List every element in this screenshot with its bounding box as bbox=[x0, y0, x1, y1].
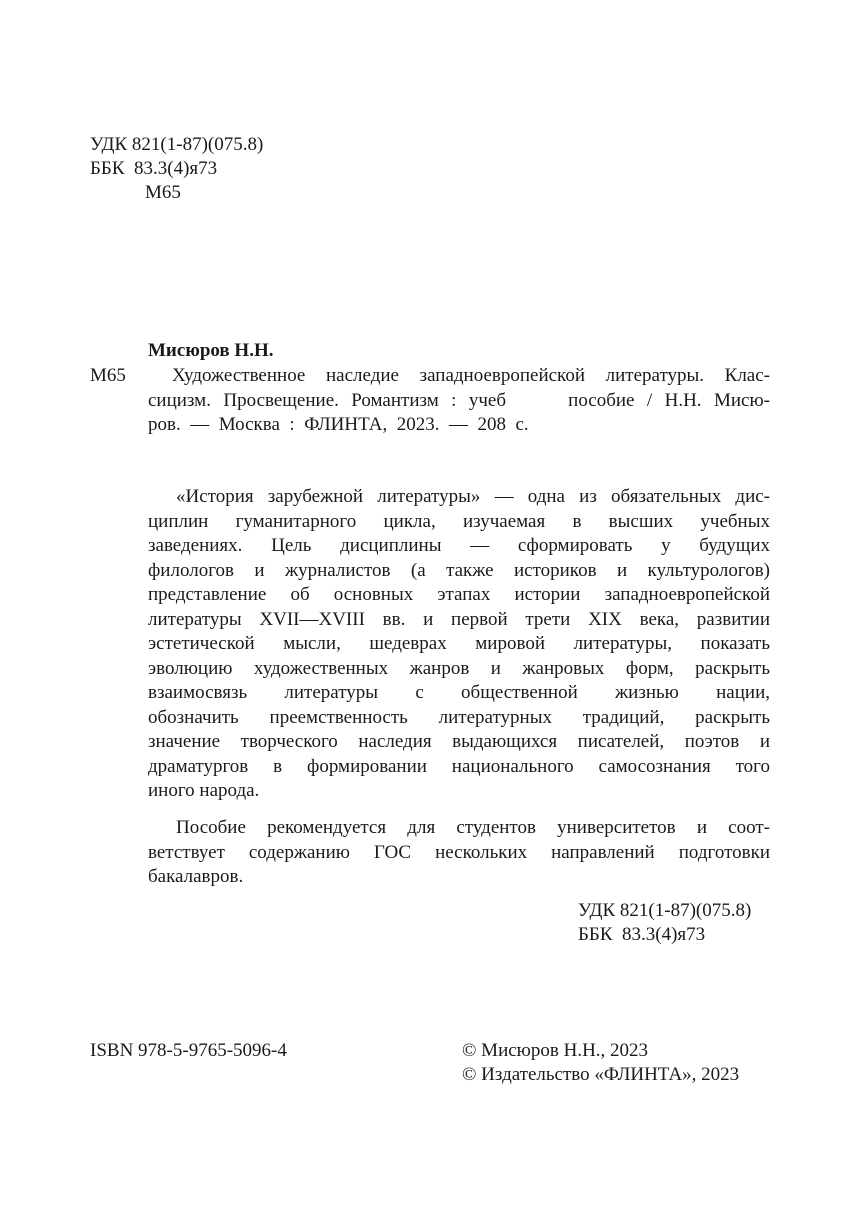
annotation-line: обозначить преемственность литературных традиций, раскрыть bbox=[148, 706, 770, 728]
annotation-line: ветствует содержанию ГОС нескольких направлений подготовки bbox=[148, 841, 770, 863]
annotation-line: иного народа. bbox=[148, 780, 260, 801]
footer-udk-code: УДК 821(1-87)(075.8) bbox=[578, 900, 752, 921]
author-mark: М65 bbox=[145, 182, 181, 203]
annotation-paragraph-2 bbox=[148, 816, 770, 890]
bibliographic-description bbox=[148, 364, 770, 438]
annotation-line: «История зарубежной литературы» — одна из обязательных дис- bbox=[176, 486, 770, 507]
annotation-line: эволюцию художественных жанров и жанровых форм, раскрыть bbox=[148, 657, 770, 679]
copyright-author: © Мисюров Н.Н., 2023 bbox=[462, 1040, 649, 1061]
annotation-line: литературы XVII—XVIII вв. и первой трети XIX века, развитии bbox=[148, 608, 770, 630]
annotation-line: значение творческого наследия выдающихся писателей, поэтов и bbox=[148, 731, 770, 752]
annotation-line: Пособие рекомендуется для студентов университетов и соот- bbox=[176, 817, 770, 838]
annotation-line: эстетической мысли, шедеврах мировой литературы, показать bbox=[148, 633, 770, 654]
bibliographic-line: Художественное наследие западноевропейской литературы. Клас- bbox=[172, 365, 770, 386]
annotation-line: филологов и журналистов (а также историков и культурологов) bbox=[148, 559, 770, 581]
bbk-code: ББК 83.3(4)я73 bbox=[90, 158, 218, 179]
copyright-publisher: © Издательство «ФЛИНТА», 2023 bbox=[462, 1064, 740, 1085]
author-name: Мисюров Н.Н. bbox=[148, 340, 274, 361]
bibliographic-line: ров. — Москва : ФЛИНТА, 2023. — 208 с. bbox=[148, 414, 529, 435]
annotation-line: драматургов в формировании национального самосознания того bbox=[148, 755, 770, 777]
udk-code: УДК 821(1-87)(075.8) bbox=[90, 134, 264, 155]
annotation-line: взаимосвязь литературы с общественной жизнью нации, bbox=[148, 682, 770, 703]
annotation-line: заведениях. Цель дисциплины — сформировать у будущих bbox=[148, 535, 770, 556]
bibliographic-line: сицизм. Просвещение. Романтизм : учеб пособие / Н.Н. Мисю- bbox=[148, 389, 770, 411]
record-author-mark: М65 bbox=[90, 365, 126, 386]
annotation-line: циплин гуманитарного цикла, изучаемая в высших учебных bbox=[148, 510, 770, 532]
annotation-line: бакалавров. bbox=[148, 866, 244, 887]
annotation-line: представление об основных этапах истории западноевропейской bbox=[148, 584, 770, 605]
annotation-paragraph-1 bbox=[148, 485, 770, 804]
isbn: ISBN 978-5-9765-5096-4 bbox=[90, 1040, 287, 1061]
footer-bbk-code: ББК 83.3(4)я73 bbox=[578, 924, 706, 945]
